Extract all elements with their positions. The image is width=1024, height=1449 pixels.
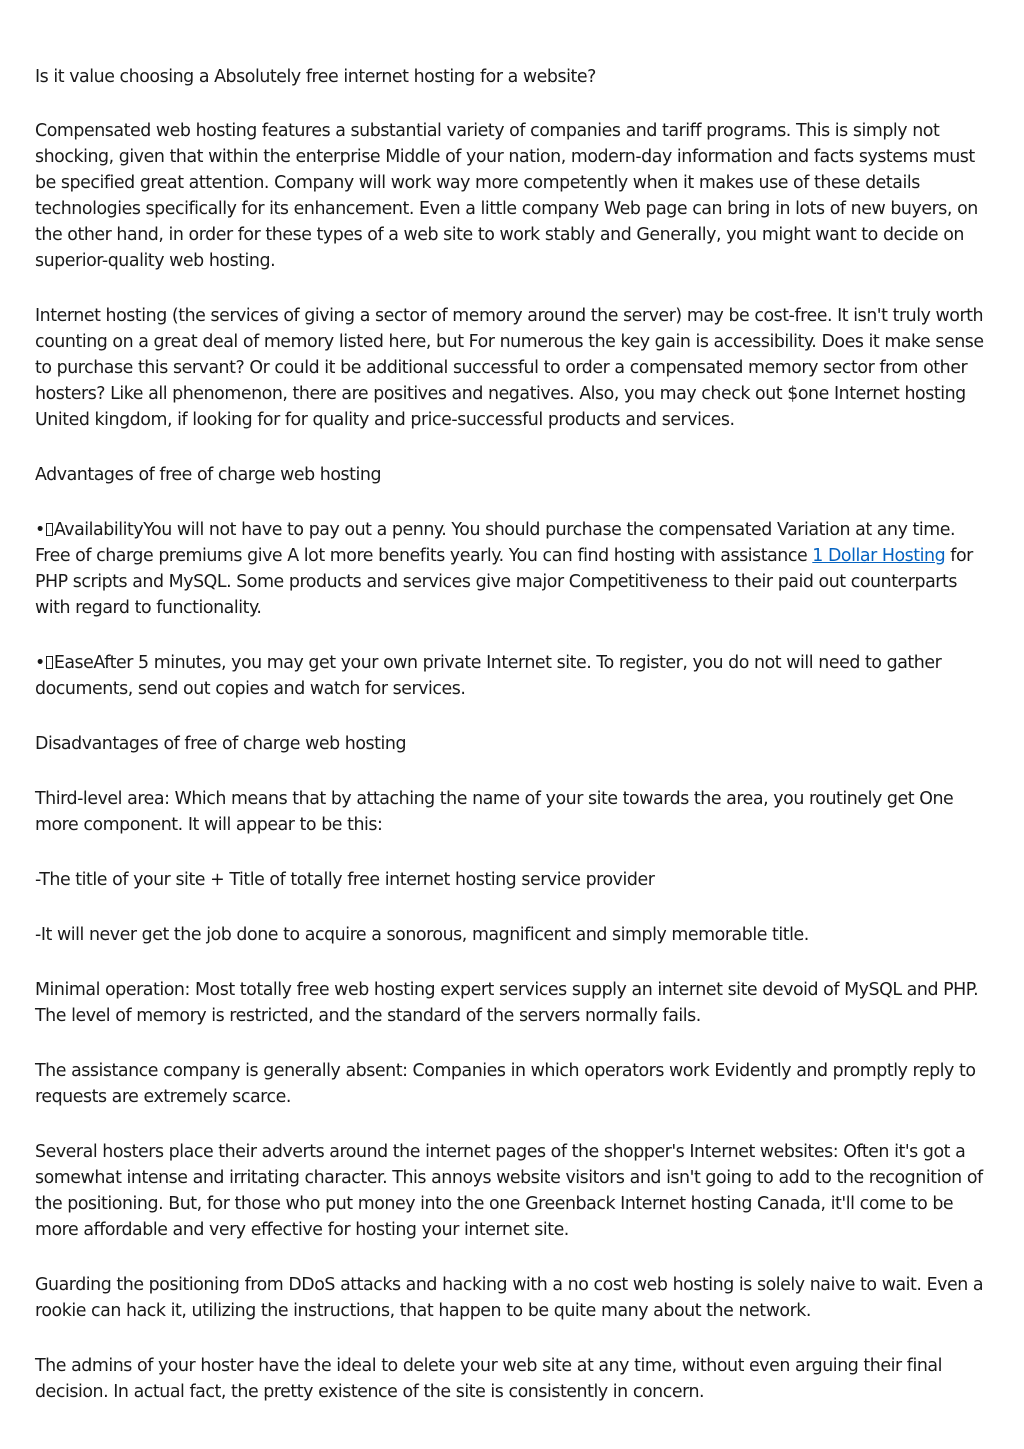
bullet-mark: • [35,520,45,540]
paragraph-third-level-area: Third-level area: Which means that by attaching the name of your site towards the area, you routinely get One more component. It will appear to be this: [35,789,954,835]
bullet-mark: • [35,653,45,673]
paragraph-admins: The admins of your hoster have the ideal to delete your web site at any time, without even arguing their final decision. In actual fact, the pretty existence of the site is consistently in concern. [35,1356,942,1402]
advantages-heading: Advantages of free of charge web hosting [35,465,382,485]
bullet-ease [35,650,991,702]
missing-glyph-icon [46,656,53,669]
document-body [35,64,991,1434]
disadvantages-heading: Disadvantages of free of charge web hosting [35,734,407,754]
paragraph-assistance: The assistance company is generally absent: Companies in which operators work Evidently and promptly reply to requests are extremely scarce. [35,1061,976,1107]
paragraph-title-example: -The title of your site + Title of totally free internet hosting service provider [35,870,655,890]
paragraph-free-hosting: Internet hosting (the services of giving a sector of memory around the server) may be cost-free. It isn't truly worth counting on a great deal of memory listed here, but For numerous the key gain is accessibility. Does it make sense to purchase this servant? Or could it be additional successful to order a compensated memory sector from other hosters? Like all phenomenon, there are positives and negatives. Also, you may check out $one Internet hosting United kingdom, if looking for for quality and price-successful products and services. [35,306,984,430]
missing-glyph-icon [46,523,53,536]
paragraph-ddos: Guarding the positioning from DDoS attacks and hacking with a no cost web hosting is solely naive to wait. Even a rookie can hack it, utilizing the instructions, that happen to be quite many about the network. [35,1275,984,1321]
bullet-text-availability-end: for PHP scripts and MySQL. Some products and services give major Competitiveness to their paid out counterparts with regard to functionality. [35,546,973,618]
bullet-availability [35,517,991,621]
paragraph-memorable-title: -It will never get the job done to acquire a sonorous, magnificent and simply memorable title. [35,925,809,945]
paragraph-minimal-operation: Minimal operation: Most totally free web hosting expert services supply an internet site devoid of MySQL and PHP. The level of memory is restricted, and the standard of the servers normally fails. [35,980,979,1026]
document-title: Is it value choosing a Absolutely free internet hosting for a website? [35,67,596,87]
bullet-label-ease: Ease [53,653,94,673]
paragraph-paid-hosting: Compensated web hosting features a substantial variety of companies and tariff programs. This is simply not shocking, given that within the enterprise Middle of your nation, modern-day information and facts systems must be specified great attention. Company will work way more competently when it makes use of these details technologies specifically for its enhancement. Even a little company Web page can bring in lots of new buyers, on the other hand, in order for these types of a web site to work stably and Generally, you might want to decide on superior-quality web hosting. [35,121,978,271]
bullet-label-availability: Availability [53,520,144,540]
paragraph-adverts: Several hosters place their adverts around the internet pages of the shopper's Internet websites: Often it's got a somewhat intense and irritating character. This annoys website visitors and isn't going to add to the recognition of the positioning. But, for those who put money into the one Greenback Internet hosting Canada, it'll come to be more affordable and very effective for hosting your internet site. [35,1142,983,1240]
one-dollar-hosting-link[interactable]: 1 Dollar Hosting [812,546,946,566]
bullet-text-availability-start: You will not have to pay out a penny. You should purchase the compensated Variation at any time. Free of charge premiums give A lot more benefits yearly. You can find hosting with assistance [35,520,956,566]
bullet-text-ease: After 5 minutes, you may get your own private Internet site. To register, you do not will need to gather documents, send out copies and watch for services. [35,653,942,699]
